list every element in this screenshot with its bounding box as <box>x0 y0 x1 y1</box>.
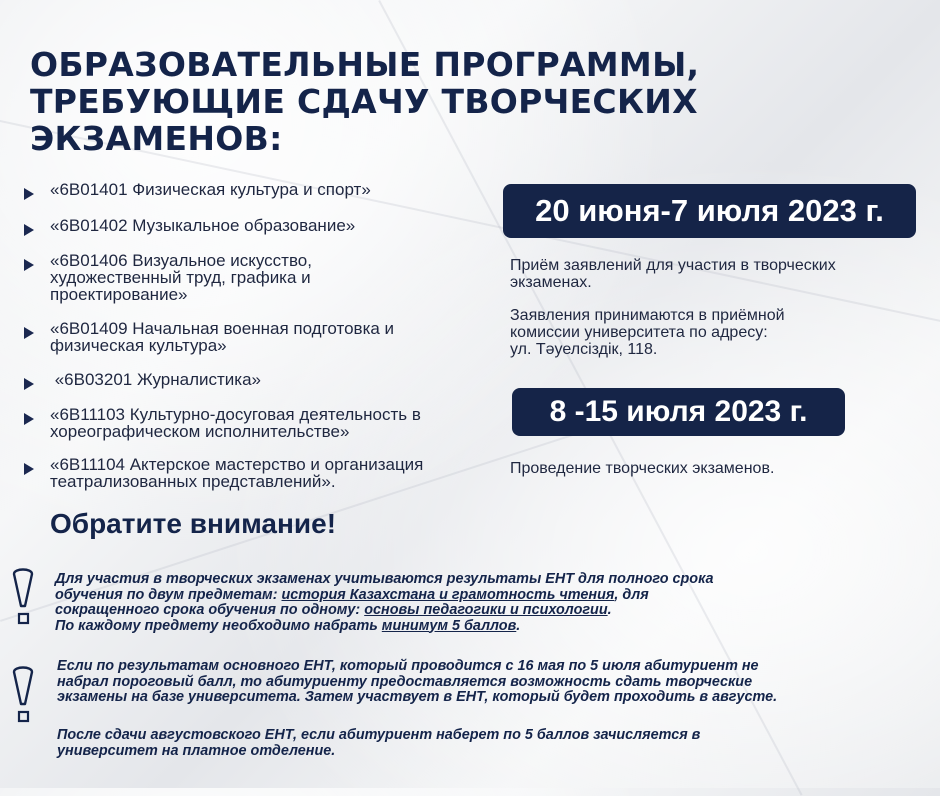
program-text: «6В01402 Музыкальное образование» <box>50 216 356 235</box>
program-text: «6В11104 Актерское мастерство и организация театрализованных представлений». <box>50 455 424 491</box>
list-item <box>24 320 502 354</box>
title-line: ЭКЗАМЕНОВ: <box>30 119 283 158</box>
triangle-bullet-icon <box>24 463 34 475</box>
triangle-bullet-icon <box>24 259 34 271</box>
triangle-bullet-icon <box>24 224 34 236</box>
list-item <box>24 252 502 303</box>
minimum-score: минимум 5 баллов <box>381 617 517 634</box>
triangle-bullet-icon <box>24 327 34 339</box>
applications-description: Приём заявлений для участия в творческих экзаменах. <box>510 257 836 291</box>
exams-description: Проведение творческих экзаменов. <box>510 460 775 477</box>
program-text: «6В01401 Физическая культура и спорт» <box>50 180 371 199</box>
program-text: «6В03201 Журналистика» <box>50 370 261 389</box>
list-item <box>24 181 502 200</box>
note-paid-enrollment: После сдачи августовского ЕНТ, если абитуриент наберет по 5 баллов зачисляется в университет на платное отделение. <box>57 727 701 759</box>
page-title <box>30 46 770 157</box>
program-text: «6В01406 Визуальное искусство, художественный труд, графика и проектирование» <box>50 251 312 304</box>
exclamation-icon <box>8 566 38 628</box>
list-item <box>24 456 502 490</box>
program-text: «6В01409 Начальная военная подготовка и физическая культура» <box>50 319 395 355</box>
triangle-bullet-icon <box>24 378 34 390</box>
applications-address: Заявления принимаются в приёмной комиссии университета по адресу: ул. Тәуелсіздік, 118. <box>510 307 785 358</box>
title-line: ТРЕБУЮЩИЕ СДАЧУ ТВОРЧЕСКИХ <box>30 82 698 121</box>
note-threshold: Если по результатам основного ЕНТ, который проводится с 16 мая по 5 июля абитуриент не набрал пороговый балл, то абитуриенту предоставляется возможность сдать творческие экзамены на базе университета. Затем участвует в ЕНТ, который будет проходить в августе. <box>57 658 778 705</box>
note-ent-requirements: Для участия в творческих экзаменах учитываются результаты ЕНТ для полного срока обучения по двум предметам: история Казахстана и грамотность чтения, для сокращенного срока обучения по одному: основы педагогики и психологии. По каждому предмету необходимо набрать минимум 5 баллов. <box>55 571 714 634</box>
date-badge-applications: 20 июня-7 июля 2023 г. <box>503 184 916 238</box>
title-line: ОБРАЗОВАТЕЛЬНЫЕ ПРОГРАММЫ, <box>30 45 700 84</box>
triangle-bullet-icon <box>24 188 34 200</box>
attention-heading: Обратите внимание! <box>50 508 337 539</box>
exclamation-icon <box>8 664 38 726</box>
triangle-bullet-icon <box>24 413 34 425</box>
list-item <box>24 217 502 236</box>
date-badge-exams: 8 -15 июля 2023 г. <box>512 388 845 436</box>
subject-link: основы педагогики и психологии <box>364 602 608 618</box>
list-item <box>24 406 502 440</box>
program-text: «6В11103 Культурно-досуговая деятельность в хореографическом исполнительстве» <box>50 405 421 441</box>
subject-link: история Казахстана и грамотность чтения <box>281 586 615 603</box>
list-item <box>24 371 502 390</box>
